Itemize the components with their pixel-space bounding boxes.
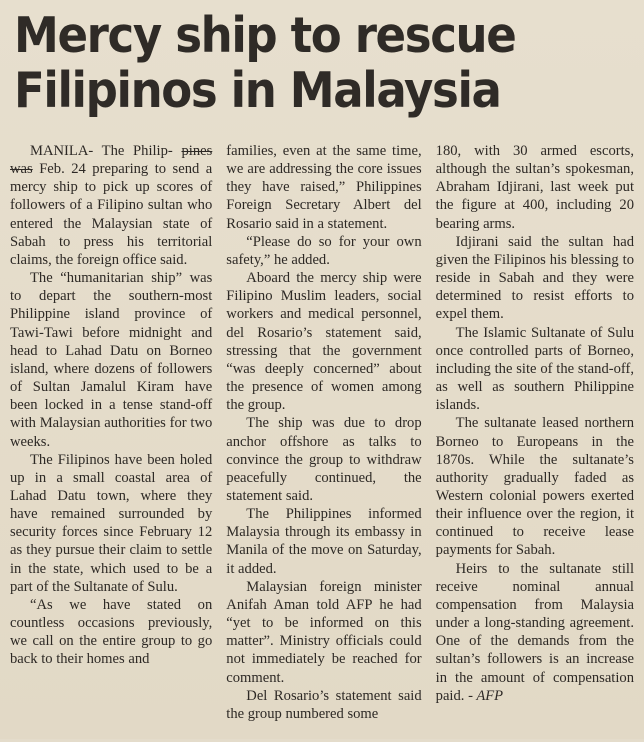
paragraph: The Philippines informed Malaysia through its embassy in Manila of the move on Saturday, it added. xyxy=(226,506,422,577)
headline-line-2: Filipinos in Malaysia xyxy=(14,62,501,119)
paragraph: The Islamic Sultanate of Sulu once controlled parts of Borneo, including the site of the stand-off, as well as southern Philippine islands. xyxy=(435,324,634,414)
paragraph: Idjirani said the sultan had given the Filipinos his blessing to reside in Sabah and they were determined to resist efforts to expel them. xyxy=(435,233,634,323)
paragraph xyxy=(10,142,212,269)
paragraph-text: Feb. 24 preparing to send a mercy ship to pick up scores of followers of a Filipino sultan who entered the Malaysian state of Sabah to press his territorial claims, the foreign office said. xyxy=(10,161,213,268)
paragraph: The Filipinos have been holed up in a small coastal area of Lahad Datu town, where they have remained surrounded by security forces since February 12 as they pursue their claim to settle in the state, which used to be a part of the Sultanate of Sulu. xyxy=(10,451,213,595)
dateline: MANILA- The Philip- xyxy=(30,143,173,159)
paragraph: The “humanitarian ship” was to depart the southern-most Philippine island province of Tawi-Tawi before midnight and head to Lahad Datu on Borneo island, where dozens of followers of Sultan Jamalul Kiram have been locked in a tense stand-off with Malaysian authorities for two weeks. xyxy=(10,270,213,450)
headline-line-1: Mercy ship to rescue xyxy=(14,7,516,64)
struck-text: pines was xyxy=(10,143,213,178)
paragraph: Del Rosario’s statement said the group numbered some xyxy=(226,687,422,722)
paragraph: 180, with 30 armed escorts, although the sultan’s spokesman, Abraham Idjirani, last week put the figure at 400, including 20 bearing arms. xyxy=(435,143,634,232)
paragraph: families, even at the same time, we are addressing the core issues they have raised,” Philippines Foreign Secretary Albert del Rosario said in a statement. xyxy=(226,143,422,232)
paragraph: Malaysian foreign minister Anifah Aman told AFP he had “yet to be informed on this matter”. Ministry officials could not immediately be reached for comment. xyxy=(226,578,422,686)
headline xyxy=(14,8,584,118)
article-body xyxy=(10,142,634,742)
paragraph: Aboard the mercy ship were Filipino Muslim leaders, social workers and medical personnel, del Rosario’s statement said, stressing that the government “was deeply concerned” about the presence of women among the group. xyxy=(226,270,422,414)
paragraph: “Please do so for your own safety,” he added. xyxy=(226,233,422,268)
paragraph: The ship was due to drop anchor offshore as talks to convince the group to withdraw peacefully continued, the statement said. xyxy=(226,415,422,504)
paragraph xyxy=(436,560,634,705)
paragraph: The sultanate leased northern Borneo to Europeans in the 1870s. While the sultanate’s authority gradually faded as Western colonial powers exerted their influence over the region, it continued to receive lease payments for Sabah. xyxy=(435,415,634,559)
paragraph-text: Heirs to the sultanate still receive nominal annual compensation from Malaysia under a long-standing agreement. One of the demands from the sultan’s followers is an increase in the amount of compensation paid. xyxy=(435,560,634,704)
paragraph: “As we have stated on countless occasions previously, we call on the entire group to go back to their homes and xyxy=(10,596,213,668)
column-2 xyxy=(226,142,421,742)
byline: - AFP xyxy=(468,687,504,704)
column-1 xyxy=(10,142,212,742)
column-3 xyxy=(436,142,634,742)
